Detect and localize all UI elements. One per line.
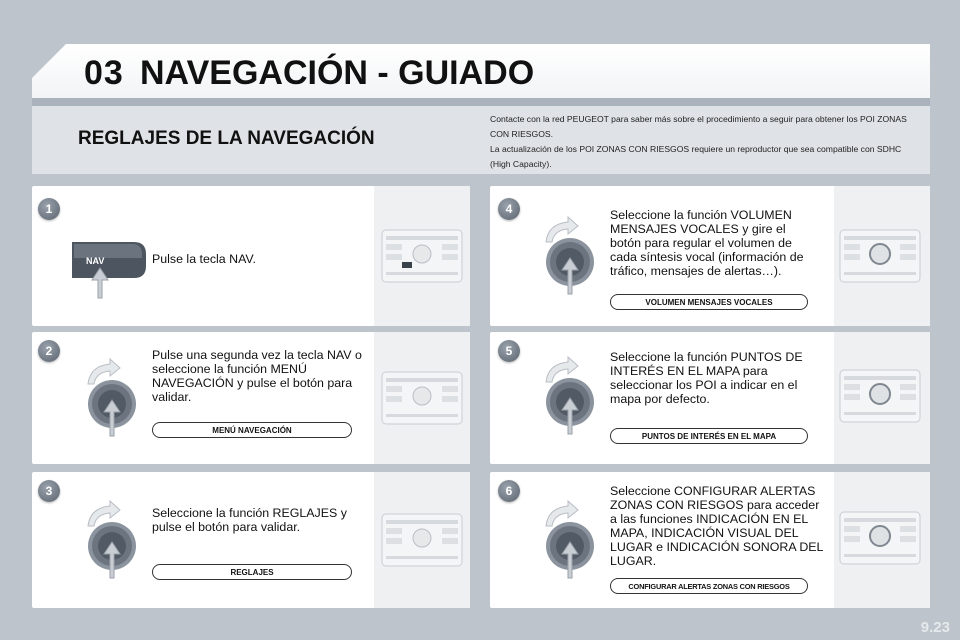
rotary-knob-icon (76, 500, 146, 580)
notice-line-1: Contacte con la red PEUGEOT para saber más sobre el procedimiento a seguir para obtener los POI ZONAS CON RIESGOS. (490, 114, 907, 139)
rotary-knob-icon (534, 500, 604, 580)
menu-pill-6: CONFIGURAR ALERTAS ZONAS CON RIESGOS (610, 578, 808, 594)
section-title: REGLAJES DE LA NAVEGACIÓN (78, 128, 375, 149)
header-strip (32, 98, 930, 106)
radio-panel-icon (838, 368, 922, 424)
radio-panel-icon (380, 228, 464, 284)
menu-pill-4: VOLUMEN MENSAJES VOCALES (610, 294, 808, 310)
step-text-1: Pulse la tecla NAV. (152, 252, 256, 266)
notice-line-2: La actualización de los POI ZONAS CON RIESGOS requiere un reproductor que sea compatible con SDHC (High Capacity). (490, 144, 902, 169)
radio-panel-icon (380, 512, 464, 568)
step-badge-1: 1 (38, 198, 60, 220)
step-text-2: Pulse una segunda vez la tecla NAV o seleccione la función MENÚ NAVEGACIÓN y pulse el botón para validar. (152, 348, 362, 404)
step-text-4: Seleccione la función VOLUMEN MENSAJES VOCALES y gire el botón para regular el volumen de cada síntesis vocal (información de tráfico, mensajes de alertas…). (610, 208, 804, 278)
menu-pill-5: PUNTOS DE INTERÉS EN EL MAPA (610, 428, 808, 444)
menu-pill-3: REGLAJES (152, 564, 352, 580)
chapter-number: 03 (84, 54, 124, 92)
rotary-knob-icon (534, 216, 604, 296)
step-badge-3: 3 (38, 480, 60, 502)
nav-key-icon (64, 236, 154, 300)
svg-text:NAV: NAV (86, 256, 105, 266)
step-text-3: Seleccione la función REGLAJES y pulse el botón para validar. (152, 506, 347, 534)
notice-text (490, 112, 922, 172)
radio-panel-icon (838, 228, 922, 284)
step-text-6: Seleccione CONFIGURAR ALERTAS ZONAS CON RIESGOS para acceder a las funciones INDICACIÓN EN EL MAPA, INDICACIÓN VISUAL DEL LUGAR e INDICACIÓN SONORA DEL LUGAR. (610, 484, 823, 568)
menu-pill-2: MENÚ NAVEGACIÓN (152, 422, 352, 438)
step-badge-5: 5 (498, 340, 520, 362)
radio-panel-icon (838, 510, 922, 566)
page-number: 9.23 (920, 619, 950, 636)
rotary-knob-icon (76, 358, 146, 438)
radio-panel-icon (380, 370, 464, 426)
step-badge-2: 2 (38, 340, 60, 362)
step-text-5: Seleccione la función PUNTOS DE INTERÉS EN EL MAPA para seleccionar los POI a indicar en el mapa por defecto. (610, 350, 803, 406)
step-badge-6: 6 (498, 480, 520, 502)
page-title: NAVEGACIÓN - GUIADO (140, 54, 535, 92)
step-badge-4: 4 (498, 198, 520, 220)
rotary-knob-icon (534, 356, 604, 436)
